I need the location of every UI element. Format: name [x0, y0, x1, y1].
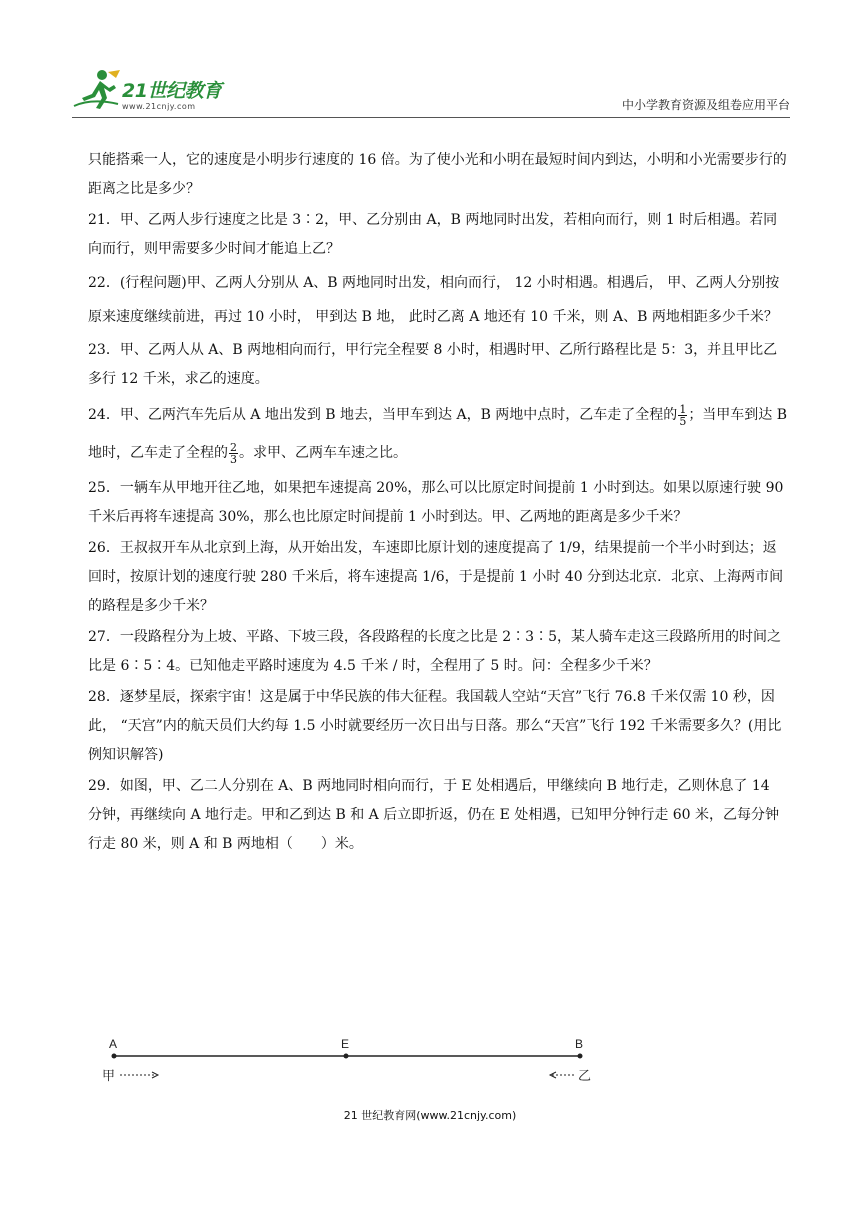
point-a: [112, 1054, 117, 1059]
fraction-one-fifth: [678, 404, 687, 427]
label-b: B: [575, 1037, 584, 1051]
label-yi: 乙: [578, 1069, 592, 1084]
question-24-part-b: ；当甲车到达 B 地时，乙车走了全程的: [88, 407, 788, 461]
question-21: 21．甲、乙两人步行速度之比是 3∶2，甲、乙分别由 A，B 两地同时出发，若相向而行，则 1 时后相遇。若同向而行，则甲需要多少时间才能追上乙？: [88, 212, 778, 257]
question-24-part-a: 24．甲、乙两汽车先后从 A 地出发到 B 地去，当甲车到达 A，B 两地中点时，乙车走了全程的: [88, 407, 678, 423]
page-header: [72, 66, 790, 116]
fraction-numerator: 2: [230, 440, 237, 454]
label-e: E: [341, 1037, 350, 1051]
platform-name: 中小学教育资源及组卷应用平台: [621, 98, 790, 112]
logo-url: www.21cnjy.com: [122, 102, 196, 111]
question-list: [88, 146, 788, 859]
question-25: 25．一辆车从甲地开往乙地，如果把车速提高 20%，那么可以比原定时间提前 1 小时到达。如果以原速行驶 90 千米后再将车速提高 30%，那么也比原定时间提前 1 小时到达。甲、乙两地的距离是多少千米？: [88, 480, 784, 525]
header-divider: [72, 117, 790, 118]
point-e: [344, 1054, 349, 1059]
label-a: A: [109, 1037, 118, 1051]
question-27: 27．一段路程分为上坡、平路、下坡三段，各段路程的长度之比是 2∶3∶5，某人骑车走这三段路所用的时间之比是 6∶5∶4。已知他走平路时速度为 4.5 千米 / 时，全程用了 5 时。问：全程多少千米？: [88, 629, 781, 674]
site-logo: [72, 66, 262, 116]
question-24: [88, 396, 788, 472]
fraction-numerator: 1: [679, 402, 687, 416]
question-22: 22．(行程问题)甲、乙两人分别从 A、B 两地同时出发，相向而行， 12 小时相遇。相遇后， 甲、乙两人分别按原来速度继续前进，再过 10 小时， 甲到达 B 地， 此时乙离 A 地还有 10 千米，则 A、B 两地相距多少千米？: [88, 275, 780, 325]
page-footer: 21 世纪教育网(www.21cnjy.com): [343, 1109, 517, 1122]
question-26: 26．王叔叔开车从北京到上海，从开始出发，车速即比原计划的速度提高了 1/9，结果提前一个半小时到达；返回时，按原计划的速度行驶 280 千米后，将车速提高 1/6，于是提前 1 小时 40 分到达北京．北京、上海两市间的路程是多少千米？: [88, 540, 784, 614]
question-28: 28．逐梦星辰，探索宇宙！这是属于中华民族的伟大征程。我国载人空站“天宫”飞行 76.8 千米仅需 10 秒，因此， “天宫”内的航天员们大约每 1.5 小时就要经历一次日出与日落。那么“天宫”飞行 192 千米需要多久？(用比例知识解答): [88, 689, 782, 763]
label-jia: 甲: [102, 1069, 116, 1084]
fraction-denominator: 5: [679, 414, 687, 428]
fraction-two-thirds: [229, 442, 238, 465]
fraction-denominator: 3: [230, 452, 237, 466]
runner-icon: [72, 68, 124, 112]
question-20-continued: 只能搭乘一人，它的速度是小明步行速度的 16 倍。为了使小光和小明在最短时间内到达，小明和小光需要步行的距离之比是多少？: [88, 152, 787, 197]
question-23: 23．甲、乙两人从 A、B 两地相向而行，甲行完全程要 8 小时，相遇时甲、乙所行路程比是 5：3，并且甲比乙多行 12 千米，求乙的速度。: [88, 342, 778, 387]
route-diagram: [100, 1030, 600, 1090]
question-24-part-c: 。求甲、乙两车车速之比。: [239, 445, 407, 461]
logo-text: 21世纪教育: [122, 80, 222, 102]
point-b: [578, 1054, 583, 1059]
question-29: 29．如图，甲、乙二人分别在 A、B 两地同时相向而行，于 E 处相遇后，甲继续向 B 地行走，乙则休息了 14 分钟，再继续向 A 地行走。甲和乙到达 B 和 A 后立即折返，仍在 E 处相遇，已知甲分钟行走 60 米，乙每分钟行走 80 米，则 A 和 B 两地相（ ）米。: [88, 778, 780, 852]
